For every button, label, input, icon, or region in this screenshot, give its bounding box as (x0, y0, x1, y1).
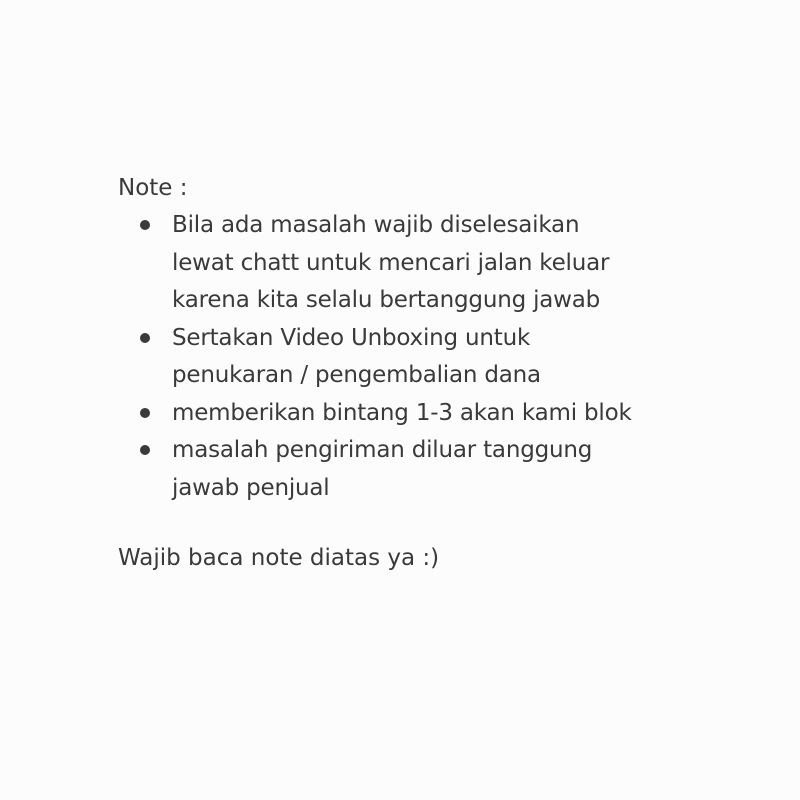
bullet-icon (140, 408, 150, 418)
note-heading: Note : (118, 175, 188, 201)
list-item (118, 432, 758, 507)
list-item (118, 395, 758, 433)
bullet-icon (140, 445, 150, 455)
list-item-line: Sertakan Video Unboxing untuk (172, 324, 531, 351)
list-item-line: penukaran / pengembalian dana (172, 362, 541, 388)
list-item-line: karena kita selalu bertanggung jawab (172, 287, 601, 313)
bullet-icon (140, 220, 150, 230)
list-item-line: jawab penjual (172, 474, 330, 501)
list-item-line: memberikan bintang 1-3 akan kami blok (172, 399, 632, 426)
footer-note: Wajib baca note diatas ya :) (118, 545, 440, 571)
list-item-line: lewat chatt untuk mencari jalan keluar (172, 249, 610, 276)
list-item (118, 207, 758, 320)
list-item-line: Bila ada masalah wajib diselesaikan (172, 212, 580, 238)
list-item (118, 320, 758, 395)
list-item-line: masalah pengiriman diluar tanggung (172, 437, 593, 463)
note-list (118, 207, 758, 507)
bullet-icon (140, 333, 150, 343)
note-block (118, 170, 758, 507)
